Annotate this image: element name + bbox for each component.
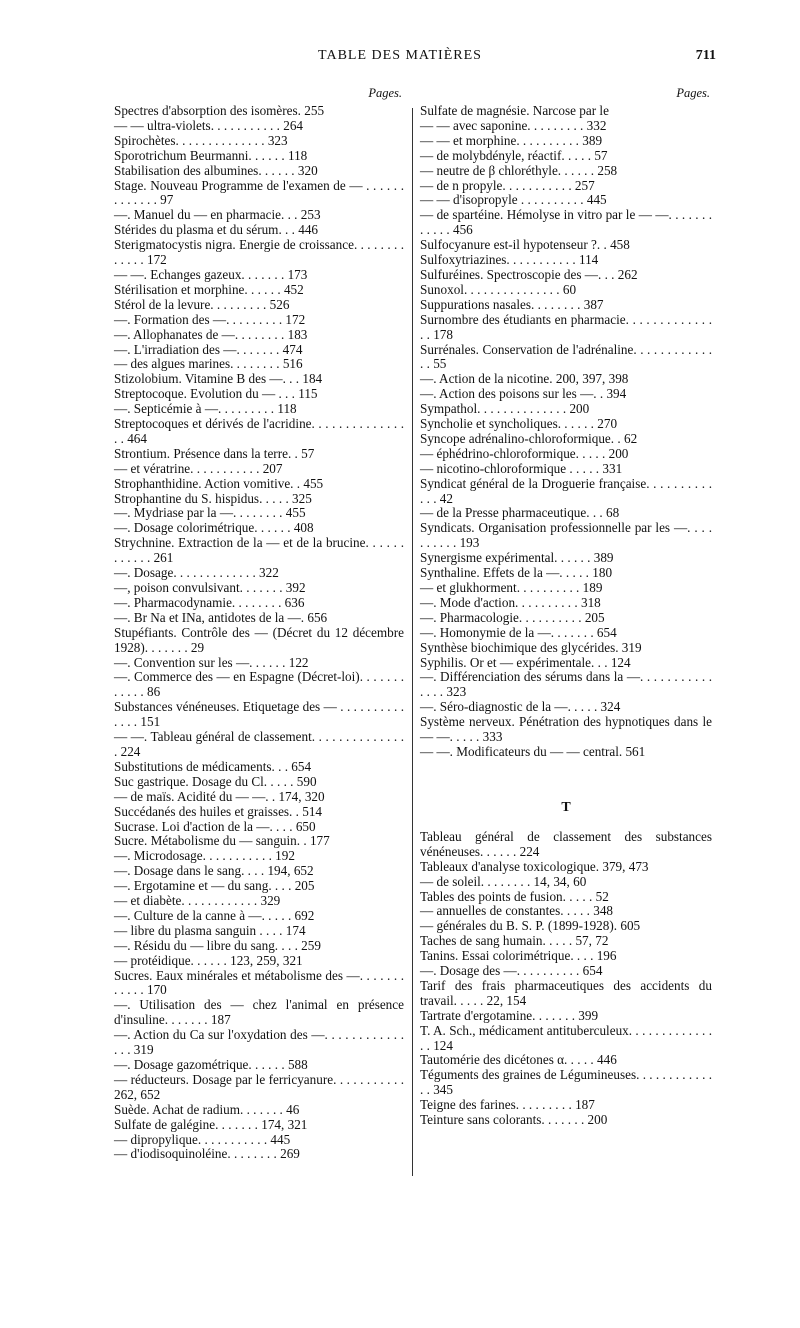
- index-entry: Sulfate de magnésie. Narcose par le: [420, 103, 609, 118]
- index-entry: Synthèse biochimique des glycérides. 319: [420, 639, 642, 655]
- index-entry: — et glukhorment. . . . . . . . . . 189: [420, 580, 603, 595]
- pages-label-left: Pages.: [368, 86, 402, 100]
- index-entry: Stizolobium. Vitamine B des —. . . 184: [114, 371, 323, 387]
- index-entry: Teinture sans colorants. . . . . . . 200: [420, 1112, 608, 1128]
- index-entry: —. Pharmacodynamie. . . . . . . . 636: [114, 594, 305, 610]
- index-entry: —. Dosage dans le sang. . . . 194, 652: [114, 863, 314, 879]
- index-entry: —. Homonymie de la —. . . . . . . 654: [420, 624, 617, 640]
- index-entry: —. Mode d'action. . . . . . . . . . 318: [420, 594, 601, 610]
- index-entry: — de maïs. Acidité du — —. . 174, 320: [114, 788, 325, 804]
- index-entry: Strontium. Présence dans la terre. . 57: [114, 445, 315, 461]
- index-entry: —. Action de la nicotine. 200, 397, 398: [420, 371, 629, 387]
- index-entry: Stabilisation des albumines. . . . . . 320: [114, 162, 318, 178]
- index-entry: Tableaux d'analyse toxicologique. 379, 473: [420, 858, 649, 874]
- index-entry: —. Dosage des —. . . . . . . . . . 654: [420, 963, 603, 979]
- index-entry: —. Action des poisons sur les —. . 394: [420, 386, 627, 402]
- running-title: TABLE DES MATIÈRES: [318, 48, 482, 63]
- index-entry: Tautomérie des dicétones α. . . . . 446: [420, 1052, 617, 1068]
- right-entry-list-t: [420, 830, 712, 1128]
- index-entry: —. Utilisation des — chez l'animal en présence d'insuline. . . . . . . 187: [114, 997, 404, 1028]
- index-entry: —. L'irradiation des —. . . . . . . 474: [114, 341, 303, 357]
- index-entry: —. Septicémie à —. . . . . . . . . 118: [114, 401, 297, 417]
- index-entry: —. Pharmacologie. . . . . . . . . . 205: [420, 609, 605, 625]
- index-entry: Teigne des farines. . . . . . . . . 187: [420, 1097, 595, 1113]
- index-entry: — —. Tableau général de classement. . . . . . . . . . . . . . . 224: [114, 729, 404, 759]
- index-entry: —. Résidu du — libre du sang. . . . 259: [114, 937, 321, 953]
- index-entry: —, poison convulsivant. . . . . . . 392: [114, 580, 306, 595]
- index-entry: — — et morphine. . . . . . . . . . 389: [420, 132, 603, 148]
- index-entry: —. Mydriase par la —. . . . . . . . 455: [114, 505, 306, 521]
- index-entry: —. Br Na et INa, antidotes de la —. 656: [114, 609, 328, 625]
- index-entry: —. Ergotamine et — du sang. . . . 205: [114, 878, 315, 894]
- index-entry: —. Culture de la canne à —. . . . . 692: [114, 907, 315, 923]
- index-entry: Stage. Nouveau Programme de l'examen de — . . . . . . . . . . . . . 97: [114, 177, 404, 208]
- index-entry: — de n propyle. . . . . . . . . . . 257: [420, 177, 595, 193]
- index-entry: — réducteurs. Dosage par le ferricyanure. . . . . . . . . . . 262, 652: [114, 1071, 404, 1102]
- right-column: [420, 82, 712, 1128]
- index-entry: Sulfocyanure est-il hypotenseur ?. . 458: [420, 237, 630, 253]
- index-entry: Sucres. Eaux minérales et métabolisme des —. . . . . . . . . . . . 170: [114, 967, 404, 998]
- index-entry: —. Dosage. . . . . . . . . . . . . 322: [114, 565, 279, 581]
- index-entry: Taches de sang humain. . . . . 57, 72: [420, 933, 609, 949]
- index-entry: — —. Echanges gazeux. . . . . . . 173: [114, 266, 308, 282]
- index-entry: Surnombre des étudiants en pharmacie. . . . . . . . . . . . . . . 178: [420, 311, 712, 342]
- index-entry: Syndicat général de la Droguerie française. . . . . . . . . . . . . 42: [420, 475, 712, 506]
- index-entry: — annuelles de constantes. . . . . 348: [420, 903, 614, 919]
- column-divider: [412, 108, 413, 1176]
- index-entry: Syphilis. Or et — expérimentale. . . 124: [420, 654, 631, 670]
- index-entry: Tables des points de fusion. . . . . 52: [420, 888, 609, 904]
- index-entry: Sucre. Métabolisme du — sanguin. . 177: [114, 833, 330, 849]
- index-entry: Stérilisation et morphine. . . . . . 452: [114, 281, 304, 297]
- index-entry: Tanins. Essai colorimétrique. . . . 196: [420, 948, 617, 964]
- index-entry: Sulfate de galégine. . . . . . . 174, 321: [114, 1116, 308, 1132]
- page-header: [0, 48, 800, 68]
- index-entry: — de spartéine. Hémolyse in vitro par le — —. . . . . . . . . . . . 456: [420, 207, 712, 238]
- index-entry: Syncholie et syncholiques. . . . . . 270: [420, 416, 618, 432]
- index-entry: —. Manuel du — en pharmacie. . . 253: [114, 207, 321, 223]
- index-entry: — des algues marines. . . . . . . . 516: [114, 356, 303, 372]
- index-entry: Sucrase. Loi d'action de la —. . . . 650: [114, 818, 316, 834]
- index-entry: — — avec saponine. . . . . . . . . 332: [420, 117, 607, 133]
- index-entry: — de la Presse pharmaceutique. . . 68: [420, 505, 620, 521]
- index-entry: Système nerveux. Pénétration des hypnotiques dans le — —. . . . . 333: [420, 714, 712, 745]
- index-entry: — d'iodisoquinoléine. . . . . . . . 269: [114, 1146, 300, 1162]
- index-entry: —. Dosage colorimétrique. . . . . . 408: [114, 520, 314, 536]
- index-entry: Tableau général de classement des substances vénéneuses. . . . . . 224: [420, 828, 712, 859]
- left-column: [114, 82, 404, 1162]
- index-entry: Streptocoques et dérivés de l'acridine. . . . . . . . . . . . . . . . 464: [114, 416, 404, 446]
- index-entry: Strophantine du S. hispidus. . . . . 325: [114, 490, 312, 506]
- index-entry: — nicotino-chloroformique . . . . . 331: [420, 460, 623, 476]
- index-entry: Sympathol. . . . . . . . . . . . . . 200: [420, 401, 590, 417]
- index-entry: Suppurations nasales. . . . . . . . 387: [420, 296, 604, 312]
- index-entry: Synthaline. Effets de la —. . . . . 180: [420, 565, 613, 581]
- index-entry: Suc gastrique. Dosage du Cl. . . . . 590: [114, 773, 317, 789]
- index-entry: Stérol de la levure. . . . . . . . . 526: [114, 296, 290, 312]
- index-entry: Sunoxol. . . . . . . . . . . . . . . 60: [420, 281, 577, 297]
- index-entry: —. Commerce des — en Espagne (Décret-loi). . . . . . . . . . . . 86: [114, 669, 404, 700]
- index-entry: —. Différenciation des sérums dans la —. . . . . . . . . . . . . . . 323: [420, 669, 712, 700]
- index-entry: Strophanthidine. Action vomitive. . 455: [114, 475, 324, 491]
- index-entry: Spirochètes. . . . . . . . . . . . . . 323: [114, 132, 288, 148]
- index-entry: — —. Modificateurs du — — central. 561: [420, 743, 646, 759]
- index-entry: — — ultra-violets. . . . . . . . . . . 264: [114, 117, 304, 133]
- index-entry: T. A. Sch., médicament antituberculeux. . . . . . . . . . . . . . . 124: [420, 1022, 712, 1053]
- index-entry: Substances vénéneuses. Etiquetage des — . . . . . . . . . . . . . . 151: [114, 699, 404, 730]
- index-entry: — protéidique. . . . . . 123, 259, 321: [114, 952, 303, 968]
- index-entry: —. Allophanates de —. . . . . . . . 183: [114, 326, 308, 342]
- index-entry: — libre du plasma sanguin . . . . 174: [114, 922, 306, 938]
- index-entry: —. Séro-diagnostic de la —. . . . . 324: [420, 699, 621, 715]
- index-entry: Sterigmatocystis nigra. Energie de croissance. . . . . . . . . . . . . 172: [114, 237, 404, 268]
- index-entry: —. Formation des —. . . . . . . . . 172: [114, 311, 306, 327]
- index-entry: Synergisme expérimental. . . . . . 389: [420, 550, 614, 566]
- index-entry: Sulfuréines. Spectroscopie des —. . . 262: [420, 266, 638, 282]
- index-entry: — de soleil. . . . . . . . 14, 34, 60: [420, 873, 587, 889]
- index-entry: — dipropylique. . . . . . . . . . . 445: [114, 1131, 291, 1147]
- index-entry: — — d'isopropyle . . . . . . . . . . 445: [420, 192, 607, 208]
- index-entry: Téguments des graines de Légumineuses. . . . . . . . . . . . . . 345: [420, 1067, 712, 1098]
- index-entry: Tarif des frais pharmaceutiques des accidents du travail. . . . . 22, 154: [420, 977, 712, 1008]
- index-entry: — de molybdényle, réactif. . . . . 57: [420, 147, 608, 163]
- index-entry: Stupéfiants. Contrôle des — (Décret du 12 décembre 1928). . . . . . . 29: [114, 624, 404, 655]
- index-entry: Syncope adrénalino-chloroformique. . 62: [420, 430, 638, 446]
- page-number: 711: [695, 48, 716, 63]
- left-entry-list: [114, 104, 404, 1162]
- index-entry: —. Dosage gazométrique. . . . . . 588: [114, 1057, 308, 1072]
- index-entry: — et diabète. . . . . . . . . . . . 329: [114, 893, 281, 909]
- index-entry: Sulfoxytriazines. . . . . . . . . . . 114: [420, 252, 599, 268]
- index-entry: Substitutions de médicaments. . . 654: [114, 758, 312, 774]
- index-entry: Stérides du plasma et du sérum. . . 446: [114, 222, 319, 238]
- index-entry: Surrénales. Conservation de l'adrénaline. . . . . . . . . . . . . . 55: [420, 341, 712, 372]
- index-entry: — neutre de β chloréthyle. . . . . . 258: [420, 162, 618, 178]
- index-entry: —. Convention sur les —. . . . . . 122: [114, 654, 309, 670]
- index-entry: Spectres d'absorption des isomères. 255: [114, 103, 325, 118]
- index-entry: Strychnine. Extraction de la — et de la brucine. . . . . . . . . . . . 261: [114, 535, 404, 566]
- pages-label-right: Pages.: [676, 86, 710, 100]
- index-entry: Syndicats. Organisation professionnelle par les —. . . . . . . . . . 193: [420, 520, 712, 551]
- index-entry: — éphédrino-chloroformique. . . . . 200: [420, 445, 629, 461]
- index-entry: —. Action du Ca sur l'oxydation des —. . . . . . . . . . . . . . . 319: [114, 1027, 404, 1058]
- index-entry: Streptocoque. Evolution du — . . . 115: [114, 386, 318, 402]
- index-entry: Sporotrichum Beurmanni. . . . . . 118: [114, 147, 308, 163]
- index-entry: Succédanés des huiles et graisses. . 514: [114, 803, 323, 819]
- index-entry: Tartrate d'ergotamine. . . . . . . 399: [420, 1007, 599, 1023]
- section-letter: T: [561, 799, 571, 815]
- index-entry: — et vératrine. . . . . . . . . . . 207: [114, 460, 283, 476]
- index-entry: —. Microdosage. . . . . . . . . . . 192: [114, 848, 295, 864]
- right-entry-list-s: [420, 104, 712, 760]
- index-entry: — générales du B. S. P. (1899-1928). 605: [420, 918, 641, 934]
- index-entry: Suède. Achat de radium. . . . . . . 46: [114, 1101, 300, 1117]
